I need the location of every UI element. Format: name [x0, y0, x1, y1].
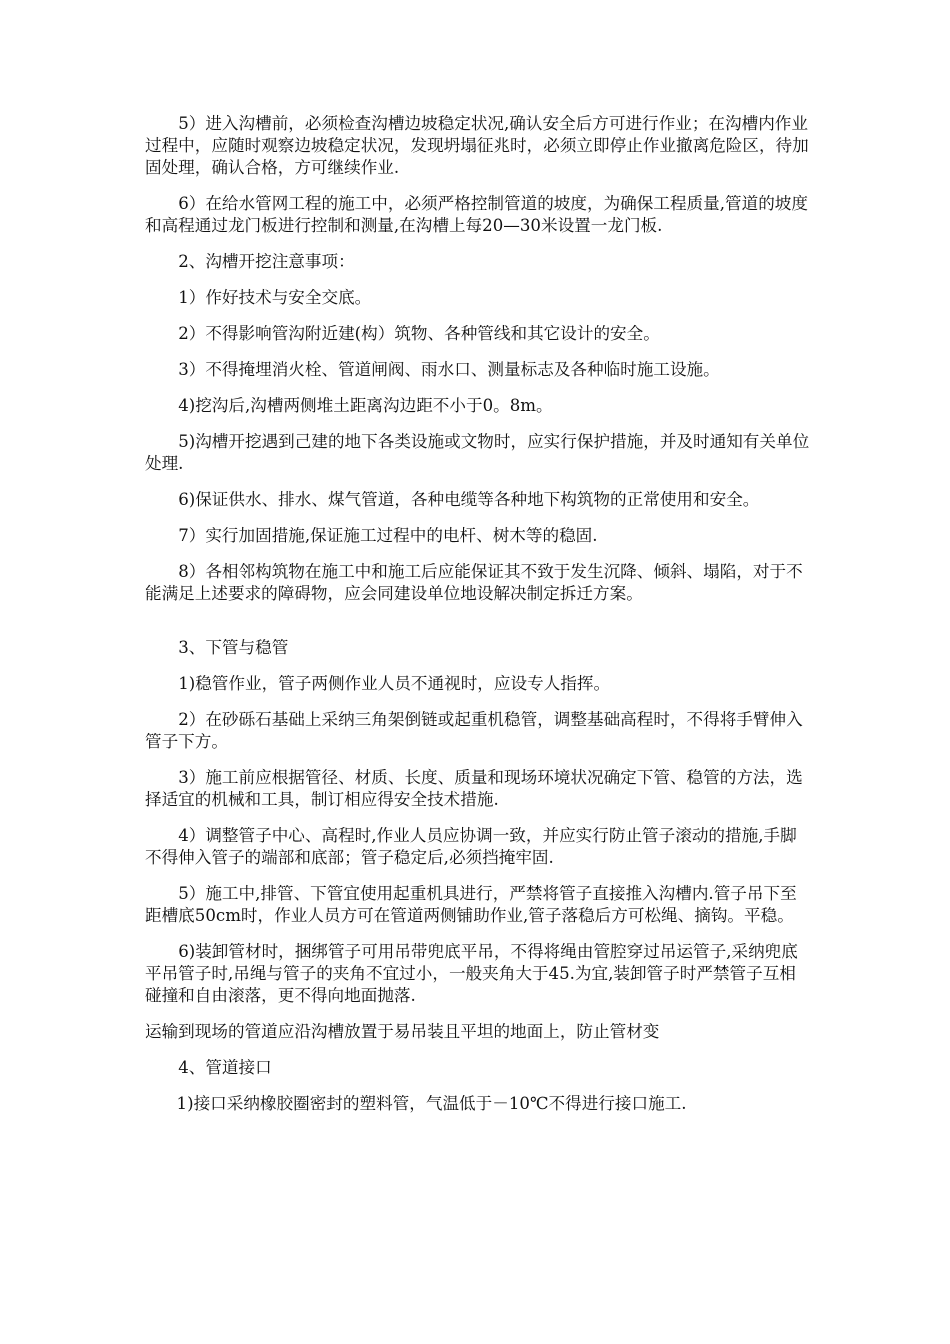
paragraph-transport: 运输到现场的管道应沿沟槽放置于易吊装且平坦的地面上，防止管材变: [145, 1022, 660, 1041]
paragraph-item: 1)稳管作业，管子两侧作业人员不通视时，应设专人指挥。: [178, 674, 611, 693]
paragraph-item: 6)装卸管材时，捆绑管子可用吊带兜底平吊，不得将绳由管腔穿过吊运管子,采纳兜底平吊管子时,吊绳与管子的夹角不宜过小，一般夹角大于45.为宜,装卸管子时严禁管子互相碰撞和自由滚落，更不得向地面抛落.: [145, 942, 798, 1005]
paragraph-item: 8）各相邻构筑物在施工中和施工后应能保证其不致于发生沉降、倾斜、塌陷，对于不能满足上述要求的障碍物，应会同建设单位地设解决制定拆迁方案。: [145, 562, 803, 603]
paragraph-item: 2）不得影响管沟附近建(构）筑物、各种管线和其它设计的安全。: [178, 324, 660, 343]
paragraph-item: 3）不得掩埋消火栓、管道闸阀、雨水口、测量标志及各种临时施工设施。: [178, 360, 720, 379]
paragraph-item: 1)接口采纳橡胶圈密封的塑料管，气温低于－10℃不得进行接口施工.: [176, 1094, 687, 1113]
document-body: [145, 113, 810, 1129]
paragraph-item: 4）调整管子中心、高程时,作业人员应协调一致，并应实行防止管子滚动的措施,手脚不得伸入管子的端部和底部；管子稳定后,必须挡掩牢固.: [145, 826, 797, 867]
paragraph-pipe-slope: 6）在给水管网工程的施工中，必须严格控制管道的坡度，为确保工程质量,管道的坡度和高程通过龙门板进行控制和测量,在沟槽上每20—30米设置一龙门板.: [145, 194, 808, 235]
paragraph-item: 1）作好技术与安全交底。: [178, 288, 372, 307]
paragraph-item: 7）实行加固措施,保证施工过程中的电杆、树木等的稳固.: [178, 526, 598, 545]
paragraph-item: 2）在砂砾石基础上采纳三角架倒链或起重机稳管，调整基础高程时，不得将手臂伸入管子下方。: [145, 710, 803, 751]
section-heading-pipe-laying: 3、下管与稳管: [178, 638, 289, 657]
section-heading-trench-excavation: 2、沟槽开挖注意事项：: [178, 252, 355, 271]
paragraph-item: 6)保证供水、排水、煤气管道，各种电缆等各种地下构筑物的正常使用和安全。: [178, 490, 760, 509]
paragraph-trench-entry: 5）进入沟槽前，必须检查沟槽边坡稳定状况,确认安全后方可进行作业；在沟槽内作业过程中，应随时观察边坡稳定状况，发现坍塌征兆时，必须立即停止作业撤离危险区，待加固处理，确认合格，方可继续作业.: [145, 114, 809, 177]
paragraph-item: 5）施工中,排管、下管宜使用起重机具进行，严禁将管子直接推入沟槽内.管子吊下至距槽底50cm时，作业人员方可在管道两侧铺助作业,管子落稳后方可松绳、摘钩。平稳。: [145, 884, 797, 925]
paragraph-item: 3）施工前应根据管径、材质、长度、质量和现场环境状况确定下管、稳管的方法，选择适宜的机械和工具，制订相应得安全技术措施.: [145, 768, 803, 809]
paragraph-item: 4)挖沟后,沟槽两侧堆土距离沟边距不小于0。8m。: [178, 396, 553, 415]
section-heading-pipe-joint: 4、管道接口: [178, 1058, 272, 1077]
paragraph-item: 5)沟槽开挖遇到己建的地下各类设施或文物时，应实行保护措施，并及时通知有关单位处理.: [145, 432, 810, 473]
